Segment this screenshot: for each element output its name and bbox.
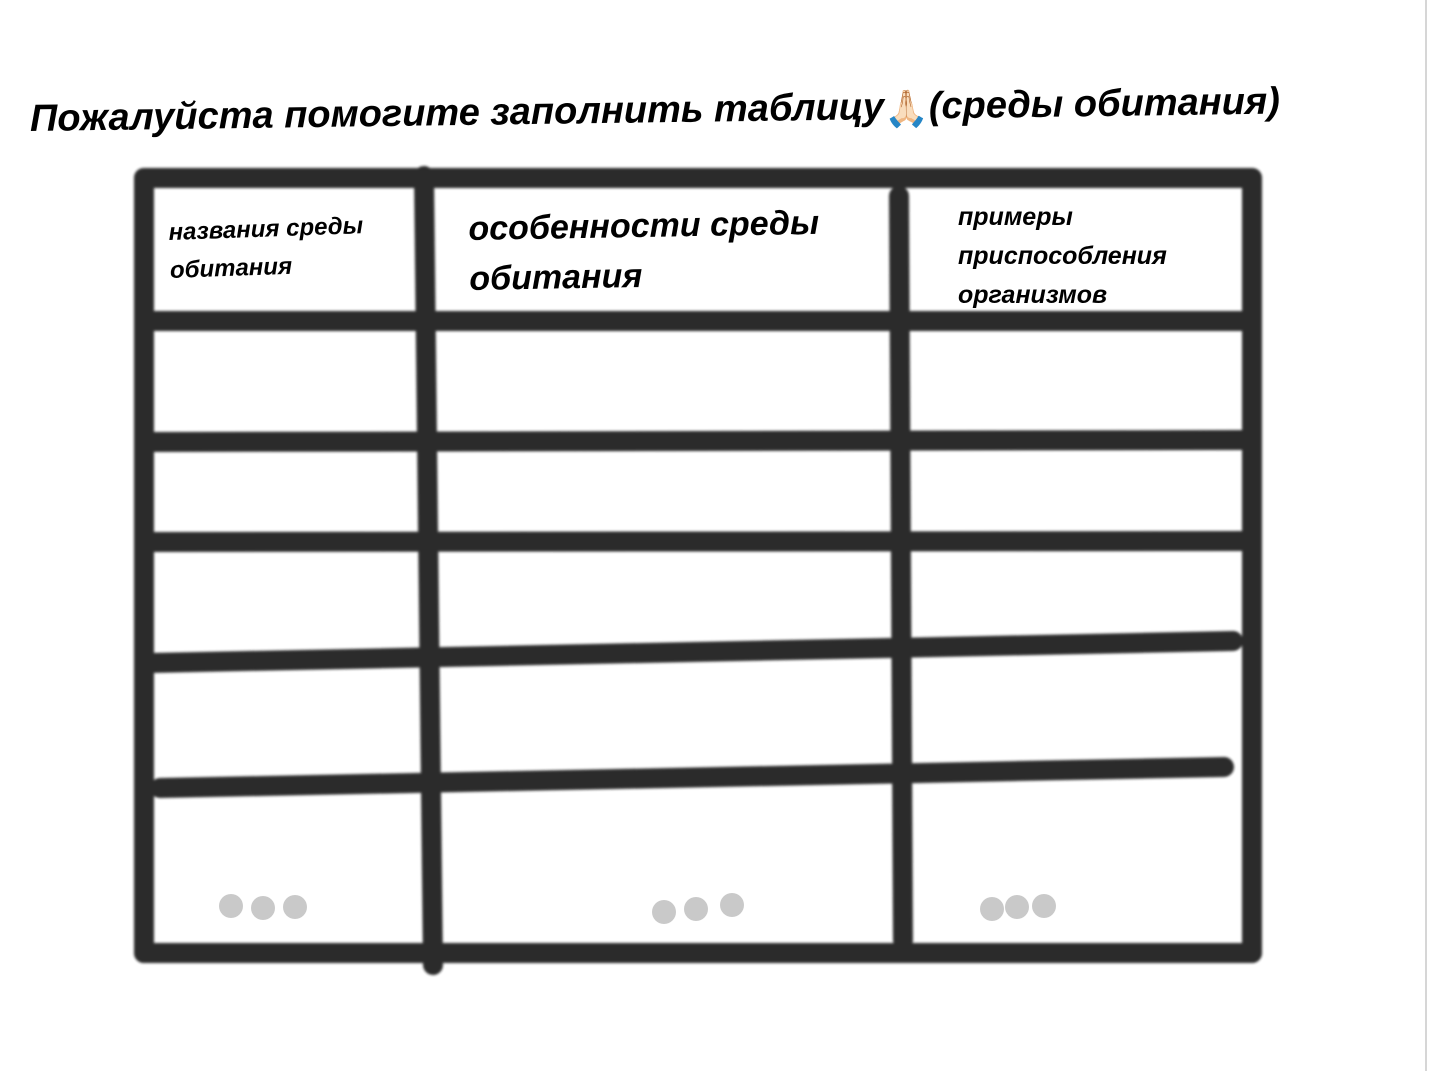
ellipsis-dot: [219, 894, 243, 918]
ellipsis-dot: [283, 895, 307, 919]
row-divider-4: [160, 767, 1224, 788]
row-divider-1: [144, 440, 1252, 442]
column-divider-1: [424, 176, 433, 965]
ellipsis-dot: [1032, 894, 1056, 918]
ellipsis-dot: [684, 897, 708, 921]
ellipsis-dot: [1005, 895, 1029, 919]
ellipsis-dot: [251, 896, 275, 920]
column-divider-2: [899, 196, 903, 940]
ellipsis-dots-column-1: [219, 893, 311, 921]
column-header-adaptation-examples: примеры приспособления организмов: [958, 203, 1167, 309]
ellipsis-dots-column-3: [980, 893, 1060, 921]
ellipsis-dots-column-2: [652, 892, 748, 920]
title-text-before: Пожалуйста помогите заполнить таблицу: [29, 86, 885, 140]
ellipsis-dot: [652, 900, 676, 924]
column-header-habitat-name: названия среды обитания: [168, 212, 364, 284]
ellipsis-dot: [980, 897, 1004, 921]
title-text-after: (среды обитания): [928, 80, 1281, 128]
row-divider-2: [144, 541, 1252, 542]
row-divider-3: [150, 641, 1233, 663]
column-header-habitat-features: особенности среды обитания: [468, 203, 820, 298]
ellipsis-dot: [720, 893, 744, 917]
folded-hands-icon: 🙏🏻: [883, 87, 930, 130]
